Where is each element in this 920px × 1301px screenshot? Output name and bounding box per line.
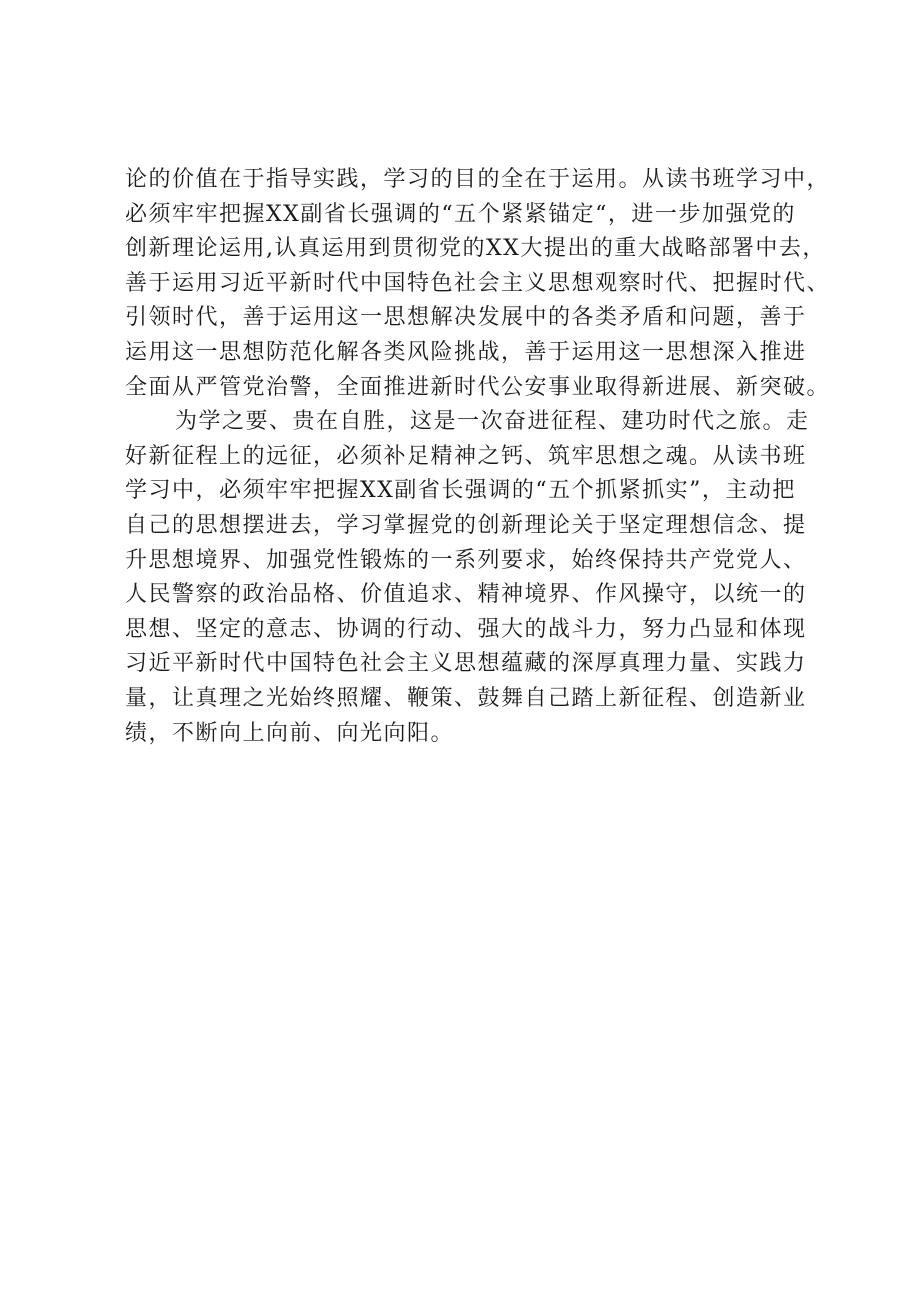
text-line: 运用这一思想防范化解各类风险挑战，善于运用这一思想深入推进: [125, 339, 807, 365]
text-line: 创新理论运用,认真运用到贯彻党的XX大提出的重大战略部署中去，: [125, 236, 826, 262]
text-line: 全面从严管党治警，全面推进新时代公安事业取得新进展、新突破。: [125, 374, 830, 400]
text-line: 学习中，必须牢牢把握XX副省长强调的“五个抓紧抓实”，主动把: [125, 478, 796, 504]
text-line: 量，让真理之光始终照耀、鞭策、鼓舞自己踏上新征程、创造新业: [125, 685, 807, 711]
paragraph-first-line: 为学之要、贵在自胜，这是一次奋进征程、建功时代之旅。走: [175, 409, 810, 435]
text-line: 升思想境界、加强党性锻炼的一系列要求，始终保持共产党党人、: [125, 547, 807, 573]
text-line: 善于运用习近平新时代中国特色社会主义思想观察时代、把握时代、: [125, 270, 830, 296]
text-line: 绩，不断向上向前、向光向阳。: [125, 720, 455, 746]
text-line: 引领时代，善于运用这一思想解决发展中的各类矛盾和问题，善于: [125, 305, 807, 331]
document-body: [125, 163, 830, 751]
text-line: 人民警察的政治品格、价值追求、精神境界、作风操守，以统一的: [125, 582, 807, 608]
text-line: 习近平新时代中国特色社会主义思想蕴藏的深厚真理力量、实践力: [125, 651, 807, 677]
text-line: 好新征程上的远征，必须补足精神之钙、筑牢思想之魂。从读书班: [125, 443, 807, 469]
text-line: 思想、坚定的意志、协调的行动、强大的战斗力，努力凸显和体现: [125, 616, 807, 642]
text-line: 论的价值在于指导实践，学习的目的全在于运用。从读书班学习中，: [125, 167, 830, 192]
text-line: 自己的思想摆进去，学习掌握党的创新理论关于坚定理想信念、提: [125, 512, 807, 538]
text-line: 必须牢牢把握XX副省长强调的“五个紧紧锚定“，进一步加强党的: [125, 201, 796, 227]
